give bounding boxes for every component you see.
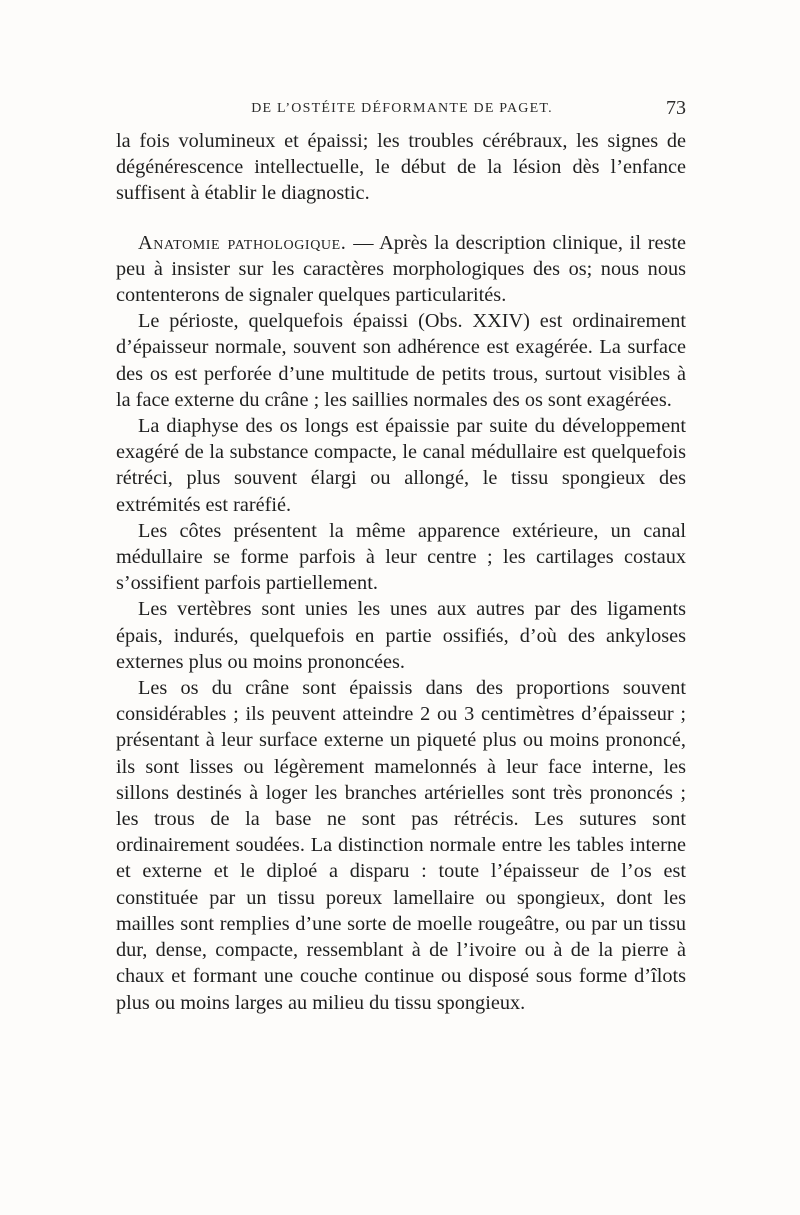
body-text — [116, 128, 686, 1016]
paragraph-ribs: Les côtes présentent la même apparence extérieure, un canal médullaire se forme parfois à leur centre ; les cartilages costaux s’ossifient parfois partiellement. — [116, 519, 686, 595]
paragraph-diaphysis: La diaphyse des os longs est épaissie par suite du développement exagéré de la substance compacte, le canal médullaire est quelquefois rétréci, plus souvent élargi ou allongé, le tissu spongieux des extrémités est raréfié. — [116, 415, 686, 516]
paragraph-anatomy-text: — Après la description clinique, il reste peu à insister sur les caractères morphologiques des os; nous nous contenterons de signaler quelques particularités. — [116, 231, 686, 307]
section-heading: Anatomie pathologique. — [138, 231, 347, 254]
running-title: DE L’OSTÉITE DÉFORMANTE DE PAGET. — [251, 101, 553, 116]
paragraph-skull: Les os du crâne sont épaissis dans des proportions souvent considérables ; ils peuvent atteindre 2 ou 3 centimètres d’épaisseur ; présentant à leur surface externe un piqueté plus ou moins prononcé, ils sont lisses ou légèrement mamelonnés à leur face interne, les sillons destinés à loger les branches artérielles sont très prononcés ; les trous de la base ne sont pas rétrécis. Les sutures sont ordinairement soudées. La distinction normale entre les tables interne et externe et le diploé a disparu : toute l’épaisseur de l’os est constituée par un tissu poreux lamellaire ou spongieux, dont les mailles sont remplies d’une sorte de moelle rougeâtre, ou par un tissu dur, dense, compacte, ressemblant à de l’ivoire ou à de la pierre à chaux et formant une couche continue ou disposé sous forme d’îlots plus ou moins larges au milieu du tissu spongieux. — [116, 677, 686, 1014]
paragraph-vertebrae: Les vertèbres sont unies les unes aux autres par des ligaments épais, indurés, quelquefois en partie ossifiés, d’où des ankyloses externes plus ou moins prononcées. — [116, 598, 686, 673]
paragraph-periosteum: Le périoste, quelquefois épaissi (Obs. XXIV) est ordinairement d’épaisseur normale, souvent son adhérence est exagérée. La surface des os est perforée d’une multitude de petits trous, surtout visibles à la face externe du crâne ; les saillies normales des os sont exagérées. — [116, 310, 686, 411]
page-header — [118, 97, 686, 123]
page-number: 73 — [666, 97, 686, 119]
paragraph-anatomy — [116, 230, 686, 309]
paragraph-continued: la fois volumineux et épaissi; les troubles cérébraux, les signes de dégénérescence intellectuelle, le début de la lésion dès l’enfance suffisent à établir le diagnostic. — [116, 130, 686, 205]
